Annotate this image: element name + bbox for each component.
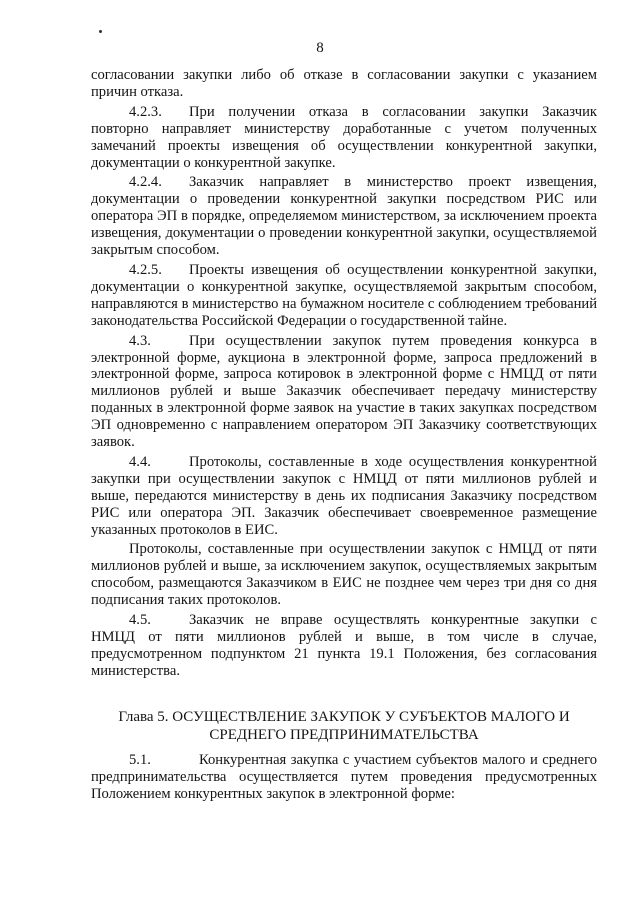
clause-number: 4.2.4.: [129, 174, 162, 191]
paragraph-protocols: [91, 541, 597, 609]
paragraph-text: При осуществлении закупок путем проведения конкурса в электронной форме, аукциона в электронной форме, запроса предложений в электронной форме, запроса котировок в электронной форме с НМЦД от пяти миллионов рублей и выше Заказчик обеспечивает передачу министерству поданных в электронной форме заявок на участие в таких закупках посредством ЭП одновременно с направлением оператором ЭП Заказчику соответствующих заявок.: [91, 332, 597, 451]
scan-speck: [99, 30, 102, 33]
page-number: 8: [316, 40, 324, 56]
chapter-heading: [91, 708, 597, 744]
paragraph-text: Заказчик направляет в министерство проект извещения, документации о проведении конкурентной закупки посредством РИС или оператора ЭП в порядке, определяемом министерством, за исключением проекта извещения, документации о проведении конкурентной закупки, осуществляемой закрытым способом.: [91, 174, 597, 259]
paragraph-text: Заказчик не вправе осуществлять конкурентные закупки с НМЦД от пяти миллионов рублей и выше, в том числе в случае, предусмотренном подпунктом 21 пункта 19.1 Положения, без согласования министерства.: [91, 612, 597, 679]
paragraph-5-1: [91, 752, 597, 804]
section-5-body: [91, 752, 597, 804]
chapter-heading-line-1: Глава 5. ОСУЩЕСТВЛЕНИЕ ЗАКУПОК У СУБЪЕКТОВ МАЛОГО И: [118, 709, 570, 725]
paragraph-text: согласовании закупки либо об отказе в согласовании закупки с указанием причин отказа.: [91, 67, 597, 100]
clause-number: 4.5.: [129, 612, 151, 629]
clause-number: 4.4.: [129, 453, 151, 470]
paragraph-4-2-3: [91, 104, 597, 172]
paragraph-text: Протоколы, составленные при осуществлении закупок с НМЦД от пяти миллионов рублей и выше, за исключением закупок, осуществляемых закрытым способом, размещаются Заказчиком в ЕИС не позднее чем через три дня со дня подписания таких протоколов.: [91, 541, 597, 609]
paragraph-4-2-5: [91, 262, 597, 330]
paragraph-continuation: [91, 67, 597, 101]
paragraph-text: Проекты извещения об осуществлении конкурентной закупки, документации о конкурентной закупке, осуществляемой закрытым способом, направляются в министерство на бумажном носителе с соблюдением требований законодательства Российской Федерации о государственной тайне.: [91, 261, 597, 329]
clause-number: 4.2.3.: [129, 103, 162, 120]
paragraph-text: Конкурентная закупка с участием субъектов малого и среднего предпринимательства осуществляется путем проведения предусмотренных Положением конкурентных закупок в электронной форме:: [91, 752, 597, 803]
clause-number: 4.3.: [129, 332, 151, 349]
paragraph-4-2-4: [91, 174, 597, 259]
paragraph-text: Протоколы, составленные в ходе осуществления конкурентной закупки при осуществлении закупок с НМЦД от пяти миллионов рублей и выше, передаются министерству в день их подписания Заказчику посредством РИС или оператора ЭП. Заказчик обеспечивает своевременное размещение указанных протоколов в ЕИС.: [91, 453, 597, 538]
clause-number: 4.2.5.: [129, 261, 162, 278]
chapter-heading-line-2: СРЕДНЕГО ПРЕДПРИНИМАТЕЛЬСТВА: [209, 727, 479, 743]
clause-number: 5.1.: [129, 752, 151, 768]
paragraph-4-5: [91, 612, 597, 680]
document-body: [91, 67, 597, 683]
paragraph-4-3: [91, 333, 597, 451]
paragraph-4-4: [91, 454, 597, 539]
paragraph-text: При получении отказа в согласовании закупки Заказчик повторно направляет министерству доработанные с учетом полученных замечаний проекты извещения об осуществлении конкурентной закупки, документации о конкурентной закупке.: [91, 103, 597, 171]
